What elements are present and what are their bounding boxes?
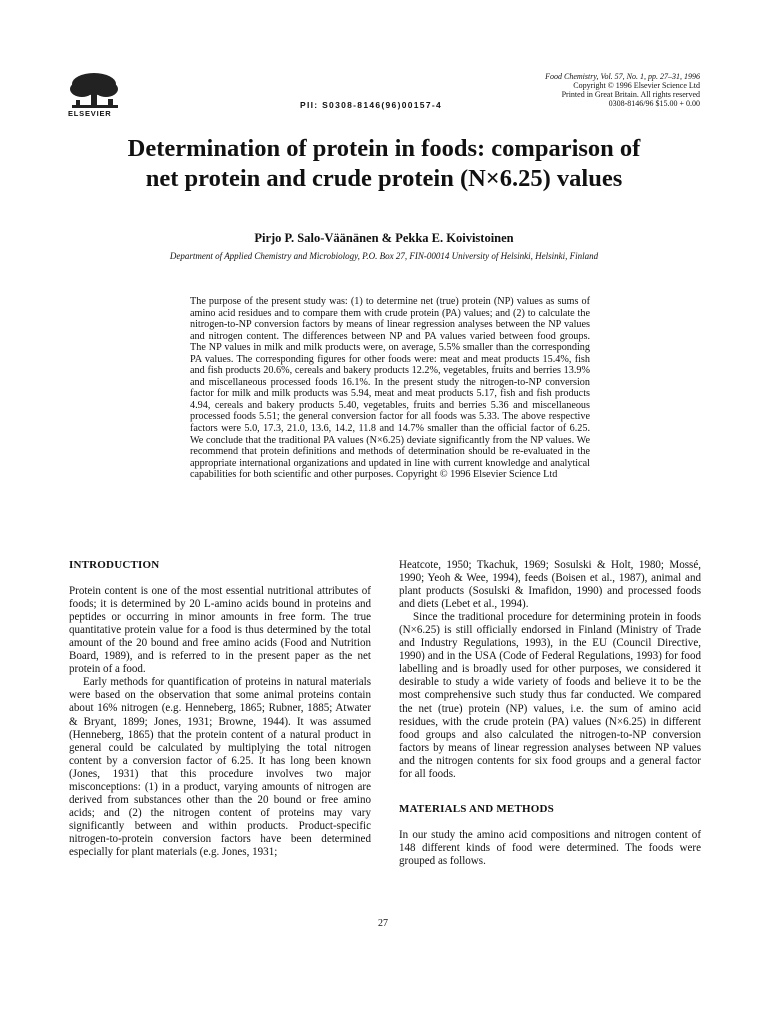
intro-paragraph-3: Since the traditional procedure for determining protein in foods (N×6.25) is still officially endorsed in Finland (Ministry of Trade and Industry Regulations, 1993), in the EU (Council Directive, 1990) and in the USA (Code of Federal Regulations, 1993) for food labelling and is broadly used for other purposes, we considered it desirable to study a wide variety of foods and believe it to be the most comprehensive such study thus far conducted. We compared the net (true) protein (NP) values, i.e. the sum of amino acid residues, with the crude protein (PA) values (N×6.25) in different food groups and also calculated the nitrogen-to-NP conversion factors by means of linear regression analyses between NP values and the nitrogen contents for six food groups and a general factor for all foods. bbox=[399, 611, 701, 780]
authors: Pirjo P. Salo-Väänänen & Pekka E. Koivistoinen bbox=[254, 231, 514, 245]
intro-paragraph-2: Early methods for quantification of proteins in natural materials were based on the observation that some animal proteins contain about 16% nitrogen (e.g. Henneberg, 1865; Rubner, 1885; Atwater & Bryant, 1899; Jones, 1931; Browne, 1944). It was assumed (Henneberg, 1865) that the protein content of a natural product in general could be calculated by multiplying the total nitrogen content by a conversion factor of 6.25. It has long been known (Jones, 1931) that this procedure involves two major misconceptions: (1) in a product, varying amounts of nitrogen are derived from substances other than the 20 bound or free amino acids; and (2) the nitrogen content of proteins may vary significantly between and within products. Product-specific nitrogen-to-protein conversion factors have been determined especially for plant materials (e.g. Jones, 1931; bbox=[69, 676, 371, 858]
issn-price-line: 0308-8146/96 $15.00 + 0.00 bbox=[608, 99, 700, 108]
left-column bbox=[69, 559, 371, 859]
journal-citation: Food Chemistry, Vol. 57, No. 1, pp. 27–31, 1996 bbox=[545, 72, 700, 81]
title-line-2: net protein and crude protein (N×6.25) values bbox=[145, 165, 623, 192]
methods-paragraph-1: In our study the amino acid compositions and nitrogen content of 148 different kinds of food were determined. The foods were grouped as follows. bbox=[399, 828, 701, 867]
page-number: 27 bbox=[378, 918, 388, 929]
copyright-line: Copyright © 1996 Elsevier Science Ltd bbox=[573, 81, 700, 90]
right-column bbox=[399, 559, 701, 868]
article-title bbox=[40, 134, 728, 194]
pii-identifier: PII: S0308-8146(96)00157-4 bbox=[300, 100, 443, 110]
section-heading-introduction: INTRODUCTION bbox=[69, 559, 160, 571]
intro-paragraph-continued: Heatcote, 1950; Tkachuk, 1969; Sosulski & Holt, 1980; Mossé, 1990; Yeoh & Wee, 1994), feeds (Boisen et al., 1987), animal and plant products (Sosulski & Imafidon, 1990) and processed foods and diets (Lebet et al., 1994). bbox=[399, 559, 701, 611]
intro-paragraph-1: Protein content is one of the most essential nutritional attributes of foods; it is determined by 20 L-amino acids bound in proteins and peptides or occurring in minor amounts in free form. The true quantitative protein value for a food is thus determined by the total amount of the 20 bound and free amino acids (Food and Nutrition Board, 1989), and is referred to in the present paper as the net protein of a food. bbox=[69, 585, 371, 676]
journal-info bbox=[545, 72, 700, 108]
printed-line: Printed in Great Britain. All rights reserved bbox=[561, 90, 700, 99]
section-heading-materials-methods: MATERIALS AND METHODS bbox=[399, 802, 554, 815]
title-line-1: Determination of protein in foods: comparison of bbox=[127, 135, 641, 162]
affiliation: Department of Applied Chemistry and Microbiology, P.O. Box 27, FIN-00014 University of Helsinki, Helsinki, Finland bbox=[169, 251, 599, 261]
abstract: The purpose of the present study was: (1) to determine net (true) protein (NP) values as sums of amino acid residues and to compare them with crude protein (PA) values; and (2) to calculate the nitrogen-to-NP conversion factors by means of linear regression analyses between the NP values and nitrogen content. The differences between NP and PA values varied between food groups. The NP values in milk and milk products were, on average, 5.5% smaller than the corresponding PA values. The corresponding figures for other foods were: meat and meat products 15.4%, fish and fish products 20.6%, cereals and bakery products 12.2%, vegetables, fruits and berries 13.9% and miscellaneous processed foods 16.1%. In the present study the nitrogen-to-NP conversion factor for milk and milk products was 5.94, meat and meat products 5.17, fish and fish products 4.94, cereals and bakery products 5.40, vegetables, fruits and berries 5.36 and miscellaneous processed foods 5.51; the general conversion factor for all foods was 5.33. The above respective factors were 5.0, 17.3, 21.0, 13.6, 14.2, 11.8 and 14.7% smaller than the official factor of 6.25. We conclude that the traditional PA values (N×6.25) deviate significantly from the NP values. We recommend that protein definitions and methods of determination should be re-evaluated in the appropriate international organizations and updated in line with current knowledge and analytical capabilities for both scientific and other purposes. Copyright © 1996 Elsevier Science Ltd bbox=[190, 296, 590, 481]
publisher-name: ELSEVIER bbox=[68, 109, 112, 118]
